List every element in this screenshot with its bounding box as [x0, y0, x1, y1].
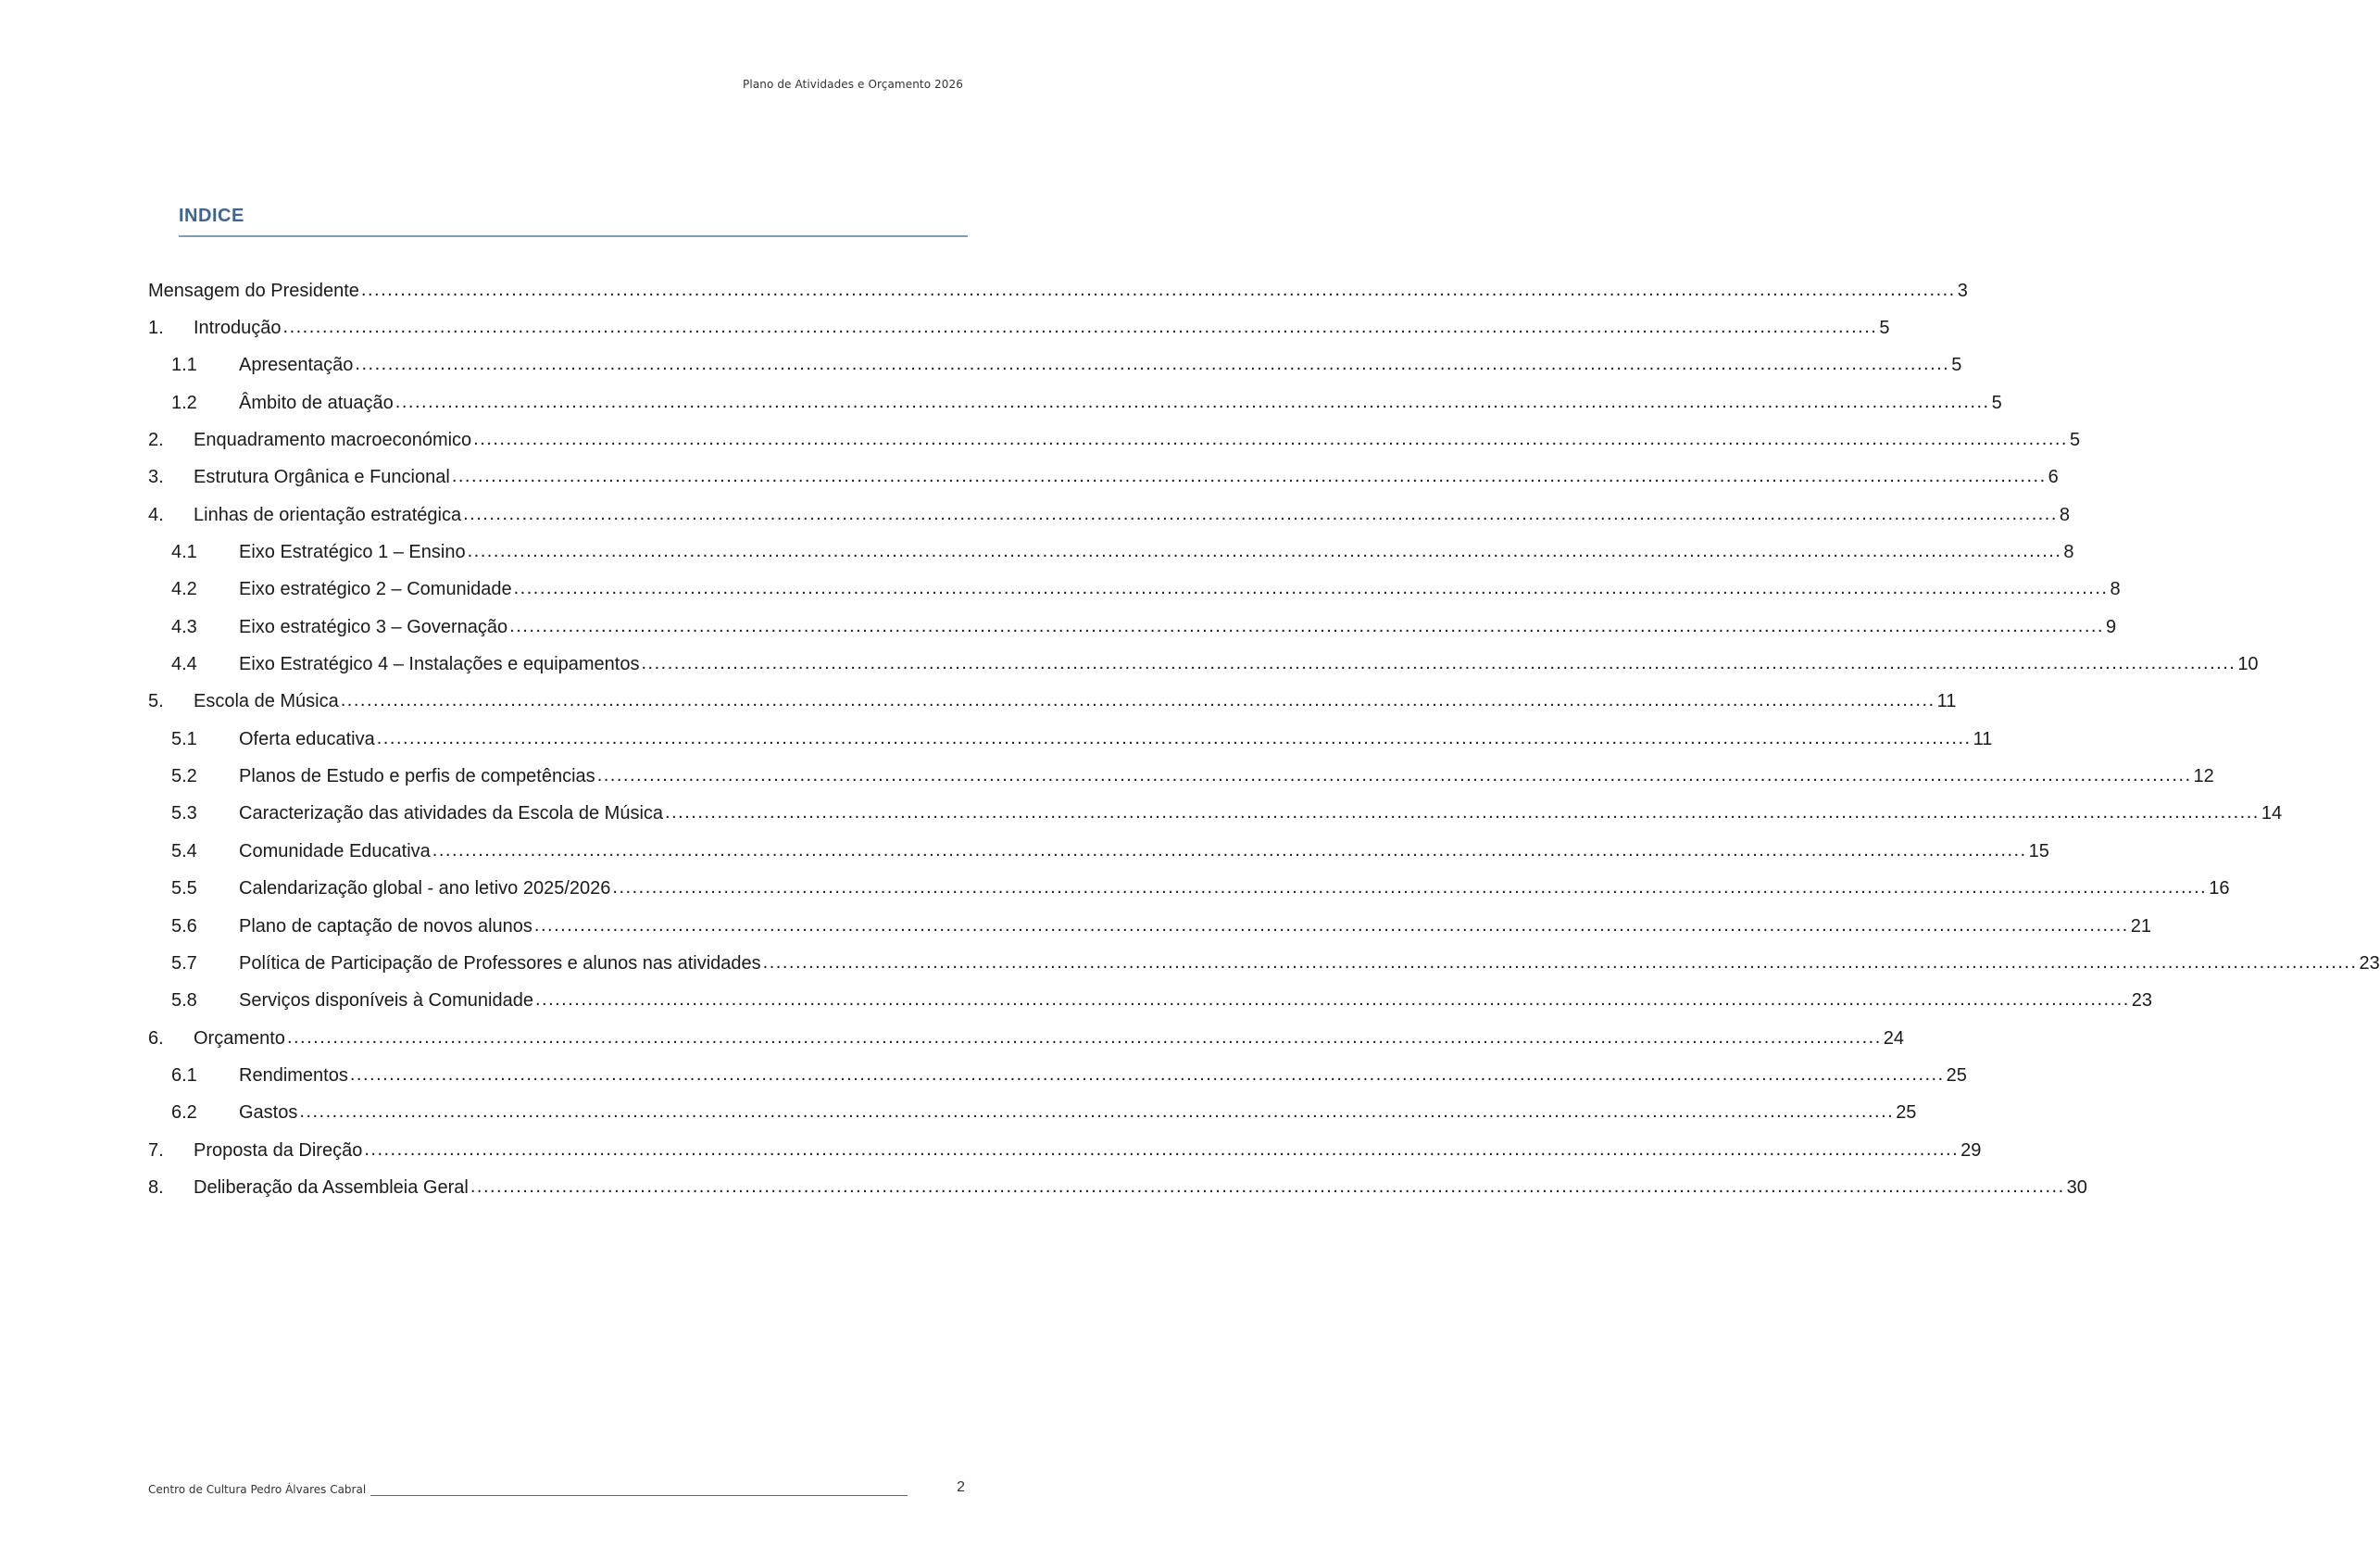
toc-dot-leader: [470, 1176, 2065, 1198]
toc-entry-page: 30: [2066, 1176, 2087, 1198]
toc-entry-number: 5.2: [171, 766, 197, 787]
toc-entry-orcamento[interactable]: [148, 1020, 1905, 1057]
toc-dot-leader: [463, 504, 2058, 525]
toc-entry-number: 6.2: [171, 1102, 197, 1124]
toc-entry-title: Serviços disponíveis à Comunidade: [239, 990, 533, 1012]
toc-entry-title: Política de Participação de Professores e alunos nas atividades: [239, 952, 761, 974]
toc-entry-page: 21: [2130, 915, 2151, 937]
toc-entry-number: 3.: [148, 467, 164, 488]
toc-dot-leader: [287, 1027, 1882, 1049]
toc-entry-number: 1.2: [171, 392, 197, 413]
toc-dot-leader: [377, 728, 1972, 749]
toc-entry-page: 14: [2261, 803, 2283, 824]
toc-entry-page: 8: [2059, 504, 2071, 525]
toc-entry-page: 12: [2193, 766, 2214, 787]
toc-entry-title: Eixo Estratégico 4 – Instalações e equipamentos: [239, 654, 640, 675]
toc-entry-title: Orçamento: [194, 1027, 285, 1049]
toc-dot-leader: [641, 653, 2236, 674]
toc-entry-page: 5: [2070, 430, 2081, 451]
page-footer: [148, 1479, 965, 1502]
toc-entry-title: Eixo estratégico 3 – Governação: [239, 616, 508, 637]
toc-entry-page: 11: [1973, 728, 1993, 749]
footer-page-number: 2: [957, 1479, 965, 1495]
toc-entry-eixo-4-instalacoes[interactable]: [148, 646, 2259, 683]
toc-entry-title: Estrutura Orgânica e Funcional: [194, 467, 450, 488]
toc-entry-title: Gastos: [239, 1102, 298, 1124]
toc-dot-leader: [665, 802, 2260, 824]
toc-entry-title: Plano de captação de novos alunos: [239, 915, 532, 937]
toc-entry-page: 9: [2106, 616, 2117, 637]
toc-entry-title: Enquadramento macroeconómico: [194, 430, 472, 451]
toc-entry-title: Linhas de orientação estratégica: [194, 504, 462, 525]
toc-entry-eixo-2-comunidade[interactable]: [148, 572, 2121, 609]
toc-entry-title: Escola de Música: [194, 691, 339, 712]
toc-dot-leader: [509, 616, 2104, 637]
toc-entry-mensagem-do-presidente[interactable]: [148, 272, 1968, 309]
page-header: Plano de Atividades e Orçamento 2026: [743, 78, 963, 91]
toc-entry-servicos-disponiveis[interactable]: [148, 983, 2153, 1020]
toc-dot-leader: [341, 690, 1935, 711]
toc-dot-leader: [534, 915, 2129, 937]
toc-entry-introducao[interactable]: [148, 309, 1890, 346]
toc-entry-title: Mensagem do Presidente: [148, 280, 359, 301]
toc-entry-apresentacao[interactable]: [148, 347, 1962, 384]
toc-entry-title: Comunidade Educativa: [239, 840, 431, 861]
toc-entry-ambito-de-atuacao[interactable]: [148, 384, 2002, 421]
toc-entry-page: 23: [2359, 952, 2380, 974]
toc-entry-page: 25: [1946, 1064, 1967, 1086]
toc-entry-title: Âmbito de atuação: [239, 392, 394, 413]
toc-entry-page: 8: [2063, 542, 2074, 563]
toc-entry-number: 5.6: [171, 915, 197, 937]
toc-entry-linhas-de-orientacao[interactable]: [148, 497, 2071, 534]
toc-dot-leader: [395, 392, 1990, 413]
toc-entry-page: 5: [1951, 355, 1962, 376]
toc-entry-page: 15: [2028, 840, 2049, 861]
toc-entry-number: 4.4: [171, 654, 197, 675]
toc-dot-leader: [364, 1139, 1959, 1161]
toc-entry-title: Oferta educativa: [239, 728, 375, 749]
toc-entry-number: 1.: [148, 318, 164, 339]
toc-entry-title: Planos de Estudo e perfis de competências: [239, 766, 595, 787]
toc-entry-page: 5: [1879, 318, 1890, 339]
toc-entry-number: 7.: [148, 1139, 164, 1161]
toc-entry-planos-de-estudo[interactable]: [148, 758, 2214, 795]
toc-entry-proposta-da-direcao[interactable]: [148, 1132, 1982, 1169]
toc-entry-number: 5.4: [171, 840, 197, 861]
toc-entry-number: 1.1: [171, 355, 197, 376]
toc-entry-comunidade-educativa[interactable]: [148, 833, 2049, 870]
toc-entry-number: 4.1: [171, 542, 197, 563]
toc-entry-page: 8: [2110, 579, 2121, 600]
toc-entry-number: 5.3: [171, 803, 197, 824]
table-of-contents: [148, 272, 2380, 1207]
toc-entry-title: Rendimentos: [239, 1064, 348, 1086]
toc-entry-title: Eixo estratégico 2 – Comunidade: [239, 579, 512, 600]
toc-entry-page: 3: [1957, 280, 1968, 301]
toc-entry-politica-de-participacao[interactable]: [148, 945, 2380, 982]
toc-entry-page: 24: [1883, 1027, 1905, 1049]
toc-heading: INDICE: [179, 206, 244, 226]
footer-divider: [370, 1495, 908, 1496]
toc-dot-leader: [763, 952, 2358, 974]
toc-entry-caracterizacao-atividades[interactable]: [148, 796, 2283, 833]
toc-entry-number: 5.: [148, 691, 164, 712]
toc-entry-page: 16: [2209, 878, 2230, 899]
toc-entry-eixo-3-governacao[interactable]: [148, 609, 2117, 646]
toc-entry-page: 5: [1991, 392, 2002, 413]
toc-entry-escola-de-musica[interactable]: [148, 684, 1957, 721]
toc-entry-number: 2.: [148, 430, 164, 451]
toc-entry-number: 6.: [148, 1027, 164, 1049]
toc-entry-calendarizacao-global[interactable]: [148, 871, 2230, 908]
toc-entry-page: 10: [2237, 654, 2259, 675]
toc-entry-number: 8.: [148, 1176, 164, 1198]
toc-dot-leader: [299, 1101, 1894, 1123]
toc-entry-oferta-educativa[interactable]: [148, 721, 1993, 758]
toc-entry-gastos[interactable]: [148, 1095, 1917, 1132]
toc-entry-title: Calendarização global - ano letivo 2025/2026: [239, 878, 611, 899]
toc-dot-leader: [350, 1064, 1945, 1086]
toc-entry-page: 23: [2131, 990, 2153, 1012]
toc-entry-number: 6.1: [171, 1064, 197, 1086]
toc-dot-leader: [597, 765, 2192, 786]
toc-entry-page: 6: [2048, 467, 2059, 488]
toc-entry-rendimentos[interactable]: [148, 1057, 1967, 1094]
toc-entry-title: Deliberação da Assembleia Geral: [194, 1176, 469, 1198]
toc-dot-leader: [355, 354, 1949, 375]
toc-dot-leader: [514, 578, 2109, 599]
toc-dot-leader: [612, 877, 2207, 899]
toc-entry-number: 5.1: [171, 728, 197, 749]
toc-entry-page: 29: [1960, 1139, 1982, 1161]
toc-heading-divider: [179, 235, 968, 237]
toc-entry-number: 4.3: [171, 616, 197, 637]
toc-entry-eixo-1-ensino[interactable]: [148, 534, 2074, 571]
toc-entry-title: Caracterização das atividades da Escola de Música: [239, 803, 664, 824]
toc-entry-deliberacao-assembleia[interactable]: [148, 1169, 2087, 1206]
toc-entry-number: 4.2: [171, 579, 197, 600]
toc-dot-leader: [473, 429, 2068, 450]
toc-entry-number: 4.: [148, 504, 164, 525]
toc-entry-page: 11: [1936, 691, 1957, 712]
toc-dot-leader: [468, 541, 2062, 562]
toc-entry-number: 5.7: [171, 952, 197, 974]
toc-entry-page: 25: [1896, 1102, 1917, 1124]
toc-dot-leader: [432, 840, 2027, 861]
toc-dot-leader: [283, 317, 1878, 338]
toc-entry-enquadramento-macroeconomico[interactable]: [148, 421, 2081, 459]
toc-entry-plano-de-captacao[interactable]: [148, 908, 2151, 945]
toc-entry-number: 5.8: [171, 990, 197, 1012]
toc-entry-title: Introdução: [194, 318, 282, 339]
toc-entry-title: Eixo Estratégico 1 – Ensino: [239, 542, 466, 563]
toc-entry-number: 5.5: [171, 878, 197, 899]
footer-organization: Centro de Cultura Pedro Álvares Cabral: [148, 1483, 367, 1496]
toc-entry-title: Proposta da Direção: [194, 1139, 363, 1161]
toc-dot-leader: [361, 280, 1956, 301]
toc-dot-leader: [535, 989, 2130, 1011]
toc-entry-estrutura-organica[interactable]: [148, 459, 2059, 497]
toc-entry-title: Apresentação: [239, 355, 354, 376]
toc-dot-leader: [452, 466, 2047, 487]
